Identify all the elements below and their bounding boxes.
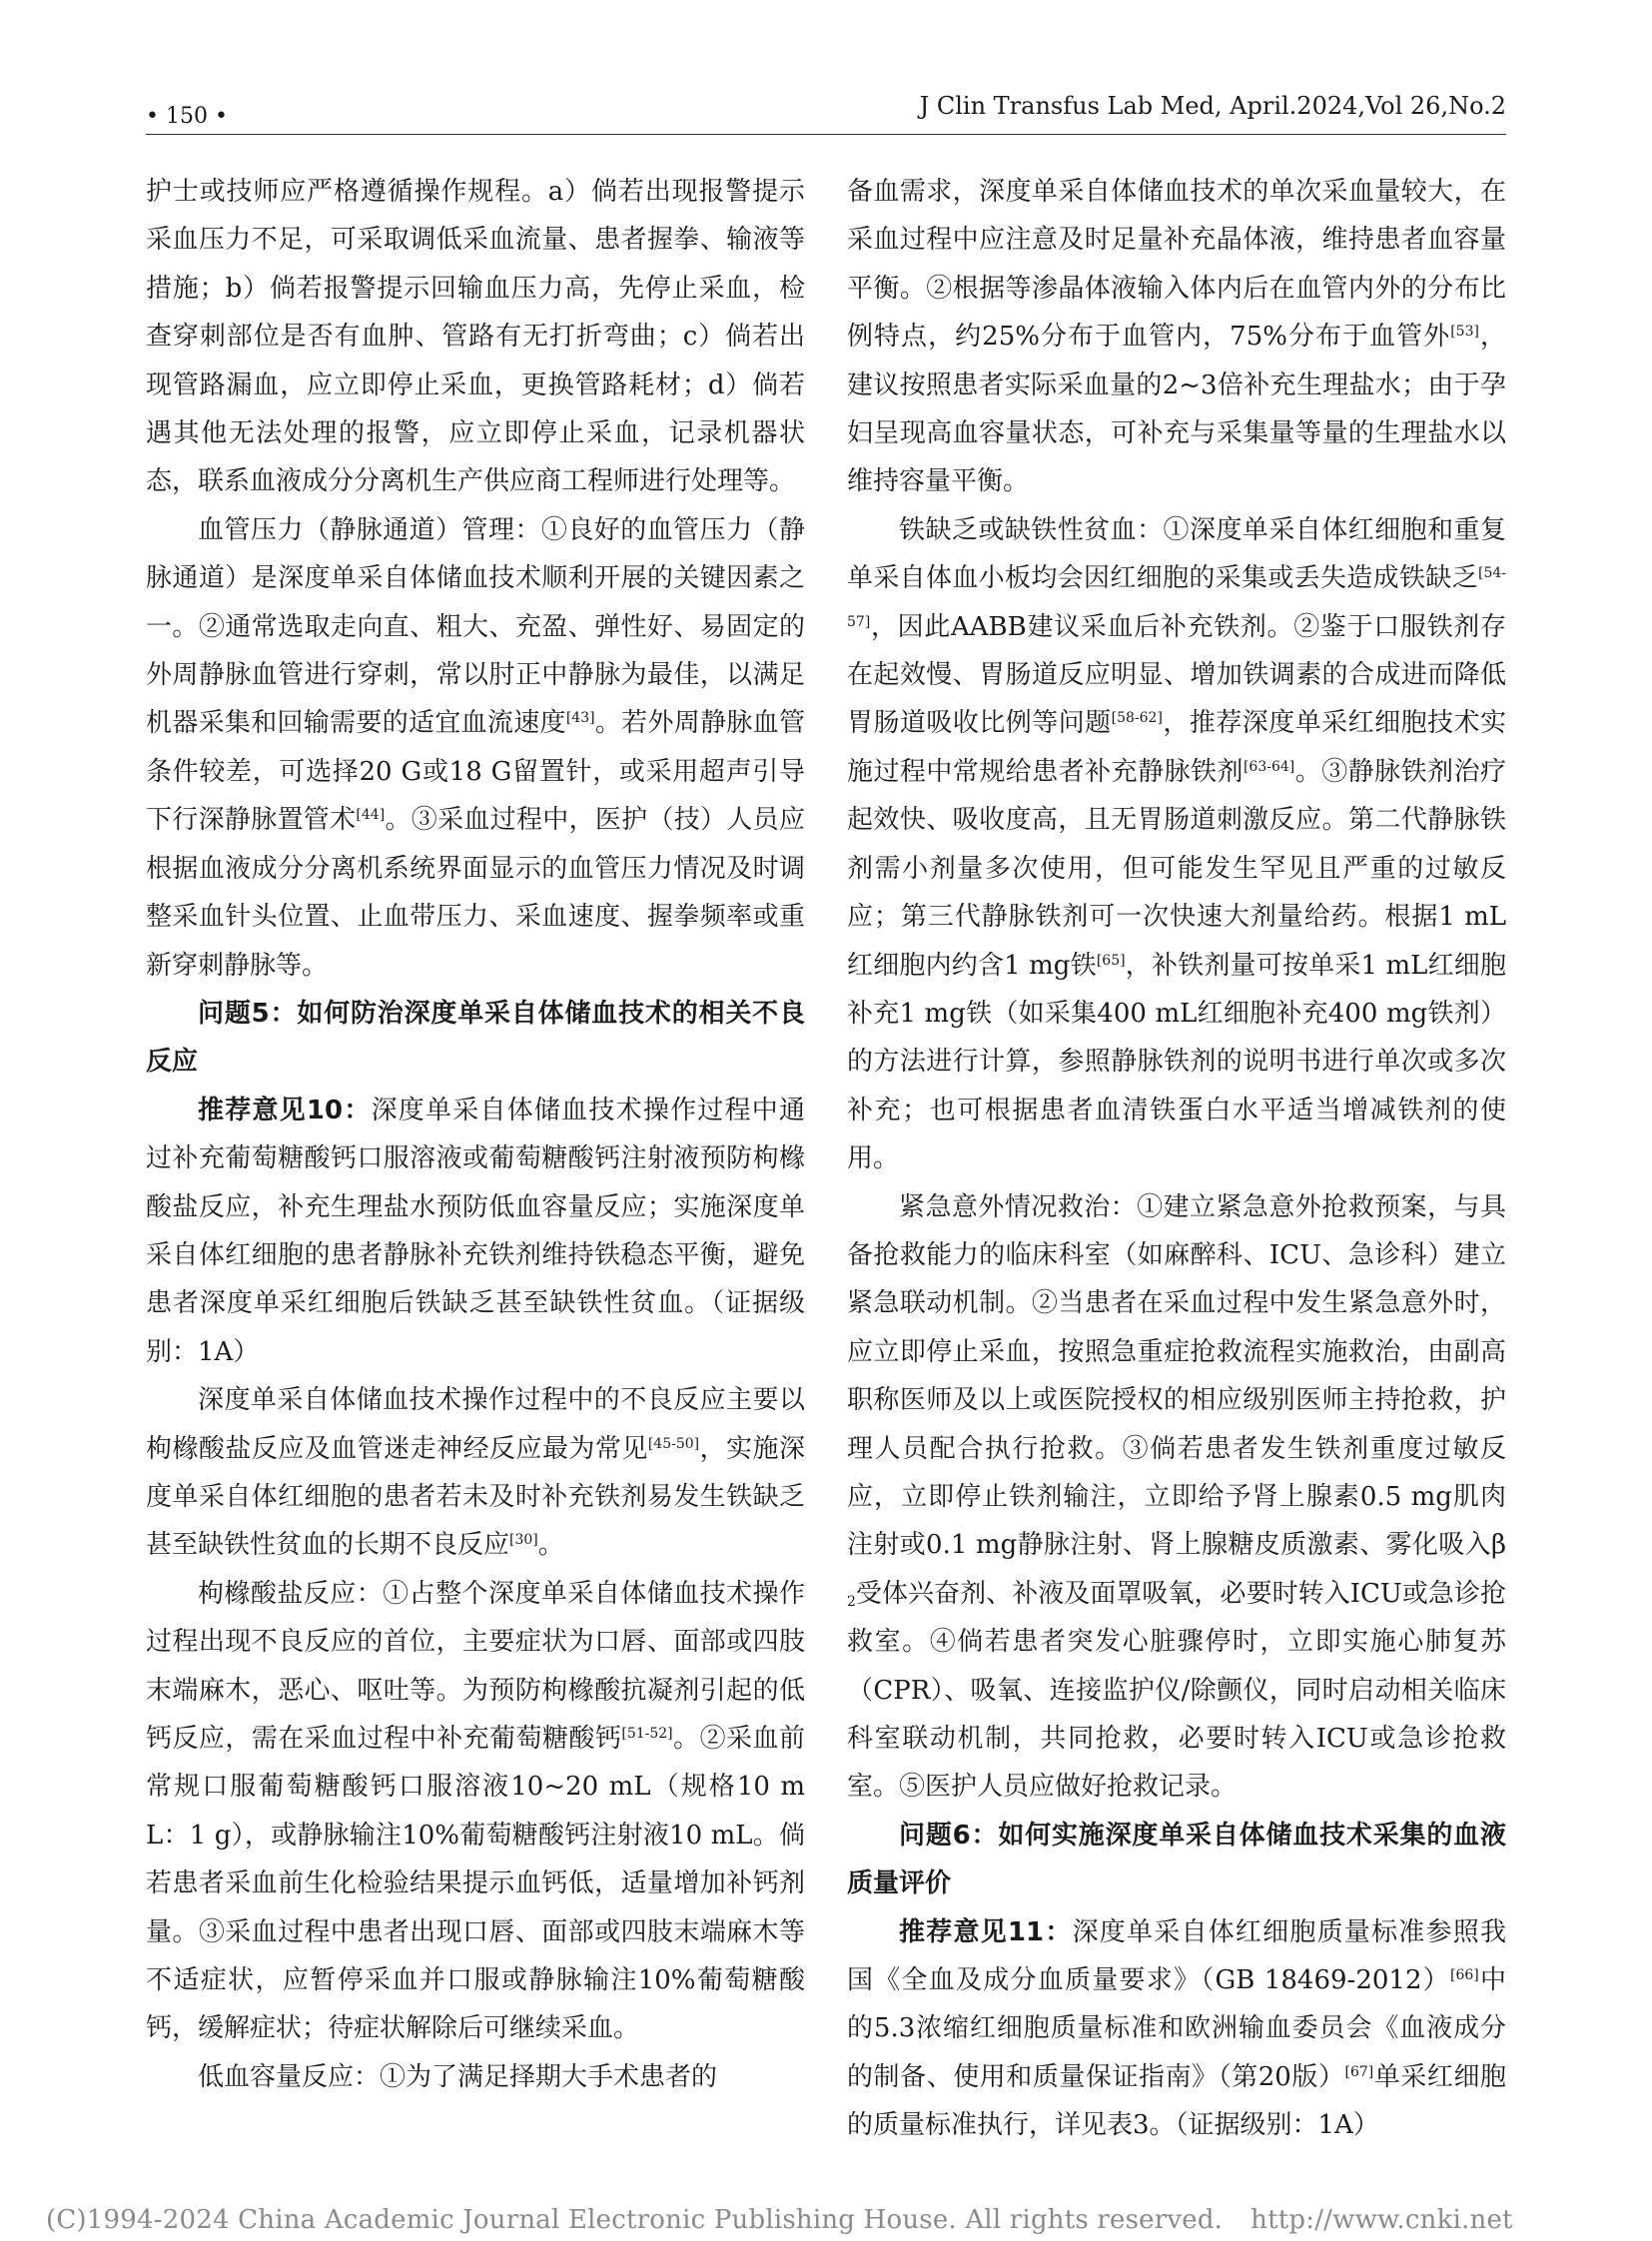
- paragraph-adverse-reactions: 深度单采自体储血技术操作过程中的不良反应主要以枸橼酸盐反应及血管迷走神经反应最为常见[45-50]，实施深度单采自体红细胞的患者若未及时补充铁剂易发生铁缺乏甚至缺铁性贫血的长期不良反应[30]。: [146, 1385, 805, 1561]
- citation: [65]: [1096, 952, 1126, 969]
- recommendation-label: 推荐意见11：: [899, 1916, 1073, 1947]
- recommendation-label: 推荐意见10：: [198, 1095, 372, 1125]
- subscript: 2: [847, 1593, 856, 1610]
- copyright-text: (C)1994-2024 China Academic Journal Electronic Publishing House. All rights reserved.: [46, 2205, 1224, 2235]
- recommendation-11: 推荐意见11：深度单采自体红细胞质量标准参照我国《全血及成分血质量要求》（GB 18469-2012）[66]中的5.3浓缩红细胞质量标准和欧洲输血委员会《血液成分的制备、使用和质量保证指南》（第20版）[67]单采红细胞的质量标准执行，详见表3。（证据级别：1A）: [847, 1916, 1506, 2141]
- page-number: • 150 •: [146, 104, 228, 129]
- paragraph-hypovolemia-cont: 备血需求，深度单采自体储血技术的单次采血量较大，在采血过程中应注意及时足量补充晶体液，维持患者血容量平衡。②根据等渗晶体液输入体内后在血管内外的分布比例特点，约25%分布于血管内，75%分布于血管外[53]，建议按照患者实际采血量的2~3倍补充生理盐水；由于孕妇呈现高血容量状态，可补充与采集量等量的生理盐水以维持容量平衡。: [847, 177, 1506, 497]
- citation: [45-50]: [647, 1435, 700, 1452]
- citation: [53]: [1450, 324, 1479, 341]
- citation: [67]: [1344, 2063, 1374, 2080]
- paragraph-citrate-reaction: 枸橼酸盐反应：①占整个深度单采自体储血技术操作过程出现不良反应的首位，主要症状为口唇、面部或四肢末端麻木，恶心、呕吐等。为预防枸橼酸抗凝剂引起的低钙反应，需在采血过程中补充葡萄糖酸钙[51-52]。②采血前常规口服葡萄糖酸钙口服溶液10~20 mL（规格10 mL：1 g），或静脉输注10%葡萄糖酸钙注射液10 mL。倘若患者采血前生化检验结果提示血钙低，适量增加补钙剂量。③采血过程中患者出现口唇、面部或四肢末端麻木等不适症状，应暂停采血并口服或静脉输注10%葡萄糖酸钙，缓解症状；待症状解除后可继续采血。: [146, 1578, 805, 2044]
- citation: [44]: [356, 807, 386, 824]
- recommendation-10: 推荐意见10：深度单采自体储血技术操作过程中通过补充葡萄糖酸钙口服溶液或葡萄糖酸钙注射液预防枸橼酸盐反应，补充生理盐水预防低血容量反应；实施深度单采自体红细胞的患者静脉补充铁剂维持铁稳态平衡，避免患者深度单采红细胞后铁缺乏甚至缺铁性贫血。（证据级别：1A）: [146, 1095, 805, 1367]
- copyright-footer: [46, 2205, 1513, 2235]
- question-5-heading: 问题5：如何防治深度单采自体储血技术的相关不良反应: [146, 998, 805, 1078]
- right-column: [847, 168, 1506, 2150]
- citation: [54-57]: [847, 565, 1506, 630]
- paragraph-hypovolemia-start: 低血容量反应：①为了满足择期大手术患者的: [198, 2061, 718, 2092]
- citation: [63-64]: [1242, 758, 1295, 775]
- paragraph-operating-rules: 护士或技师应严格遵循操作规程。a）倘若出现报警提示采血压力不足，可采取调低采血流量、患者握拳、输液等措施；b）倘若报警提示回输血压力高，先停止采血，检查穿刺部位是否有血肿、管路有无打折弯曲；c）倘若出现管路漏血，应立即停止采血，更换管路耗材；d）倘若遇其他无法处理的报警，应立即停止采血，记录机器状态，联系血液成分分离机生产供应商工程师进行处理等。: [146, 177, 805, 497]
- citation: [58-62]: [1111, 710, 1163, 727]
- citation: [43]: [565, 710, 595, 727]
- left-column: [146, 168, 805, 2101]
- journal-citation: J Clin Transfus Lab Med, April.2024,Vol 26,No.2: [919, 92, 1506, 120]
- paragraph-emergency: 紧急意外情况救治：①建立紧急意外抢救预案，与具备抢救能力的临床科室（如麻醉科、ICU、急诊科）建立紧急联动机制。②当患者在采血过程中发生紧急意外时，应立即停止采血，按照急重症抢救流程实施救治，由副高职称医师及以上或医院授权的相应级别医师主持抢救，护理人员配合执行抢救。③倘若患者发生铁剂重度过敏反应，立即停止铁剂输注，立即给予肾上腺素0.5 mg肌肉注射或0.1 mg静脉注射、肾上腺糖皮质激素、雾化吸入$\beta_2$受体兴奋剂、补液及面罩吸氧，必要时转入ICU或急诊抢救室。④倘若患者突发心脏骤停时，立即实施心肺复苏（CPR）、吸氧、连接监护仪/除颤仪，同时启动相关临床科室联动机制，共同抢救，必要时转入ICU或急诊抢救室。⑤医护人员应做好抢救记录。: [847, 1191, 1506, 1803]
- citation: [66]: [1449, 1967, 1479, 1984]
- cnki-url[interactable]: http://www.cnki.net: [1250, 2205, 1513, 2235]
- citation: [51-52]: [621, 1726, 673, 1742]
- citation: [30]: [509, 1532, 538, 1549]
- question-6-heading: 问题6：如何实施深度单采自体储血技术采集的血液质量评价: [847, 1820, 1506, 1899]
- paragraph-iron-deficiency: 铁缺乏或缺铁性贫血：①深度单采自体红细胞和重复单采自体血小板均会因红细胞的采集或丢失造成铁缺乏[54-57]，因此AABB建议采血后补充铁剂。②鉴于口服铁剂存在起效慢、胃肠道反应明显、增加铁调素的合成进而降低胃肠道吸收比例等问题[58-62]，推荐深度单采红细胞技术实施过程中常规给患者补充静脉铁剂[63-64]。③静脉铁剂治疗起效快、吸收度高，且无胃肠道刺激反应。第二代静脉铁剂需小剂量多次使用，但可能发生罕见且严重的过敏反应；第三代静脉铁剂可一次快速大剂量给药。根据1 mL红细胞内约含1 mg铁[65]，补铁剂量可按单采1 mL红细胞补充1 mg铁（如采集400 mL红细胞补充400 mg铁剂）的方法进行计算，参照静脉铁剂的说明书进行单次或多次补充；也可根据患者血清铁蛋白水平适当增减铁剂的使用。: [847, 514, 1507, 1174]
- header-rule: [146, 134, 1506, 135]
- paragraph-vascular-pressure: 血管压力（静脉通道）管理：①良好的血管压力（静脉通道）是深度单采自体储血技术顺利开展的关键因素之一。②通常选取走向直、粗大、充盈、弹性好、易固定的外周静脉血管进行穿刺，常以肘正中静脉为最佳，以满足机器采集和回输需要的适宜血流速度[43]。若外周静脉血管条件较差，可选择20 G或18 G留置针，或采用超声引导下行深静脉置管术[44]。③采血过程中，医护（技）人员应根据血液成分分离机系统界面显示的血管压力情况及时调整采血针头位置、止血带压力、采血速度、握拳频率或重新穿刺静脉等。: [146, 514, 805, 981]
